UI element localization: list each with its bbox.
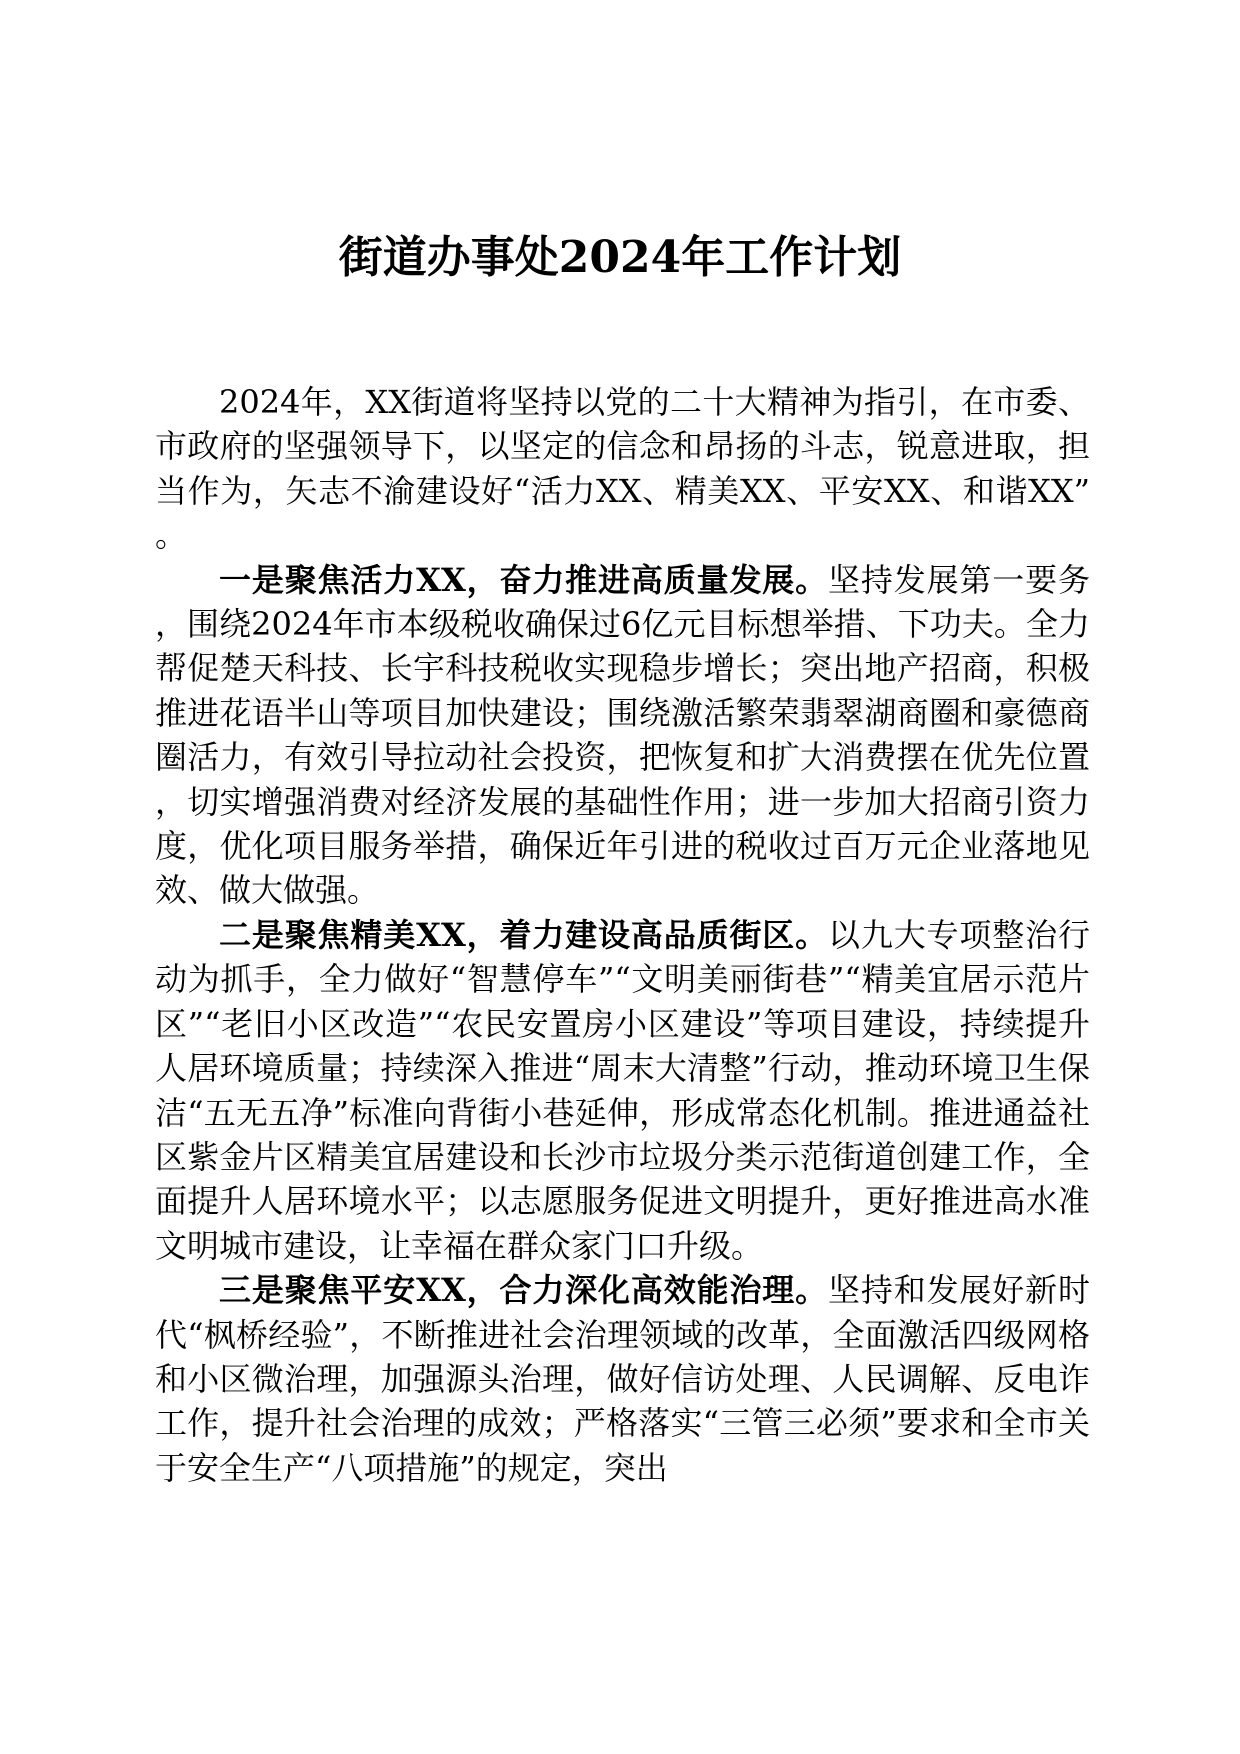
section-paragraph-3 <box>155 1268 1090 1490</box>
section-paragraph-2 <box>155 913 1090 1268</box>
document-title: 街道办事处2024年工作计划 <box>338 232 902 283</box>
section-3-text: 坚持和发展好新时代“枫桥经验”，不断推进社会治理领域的改革，全面激活四级网格和小区微治理，加强源头治理，做好信访处理、人民调解、反电诈工作，提升社会治理的成效；严格落实“三管三必须”要求和全市关于安全生产“八项措施”的规定，突出 <box>155 1271 1090 1487</box>
section-3-lead: 三是聚焦平安XX，合力深化高效能治理。 <box>219 1271 829 1310</box>
section-2-lead: 二是聚焦精美XX，着力建设高品质街区。 <box>219 915 829 954</box>
section-1-text: 坚持发展第一要务，围绕2024年市本级税收确保过6亿元目标想举措、下功夫。全力帮促楚天科技、长宇科技税收实现稳步增长；突出地产招商，积极推进花语半山等项目加快建设；围绕激活繁荣翡翠湖商圈和豪德商圈活力，有效引导拉动社会投资，把恢复和扩大消费摆在优先位置，切实增强消费对经济发展的基础性作用；进一步加大招商引资力度，优化项目服务举措，确保近年引进的税收过百万元企业落地见效、做大做强。 <box>155 560 1090 910</box>
document-body <box>155 380 1090 1490</box>
section-2-text: 以九大专项整治行动为抓手，全力做好“智慧停车”“文明美丽街巷”“精美宜居示范片区”“老旧小区改造”“农民安置房小区建设”等项目建设，持续提升人居环境质量；持续深入推进“周末大清整”行动，推动环境卫生保洁“五无五净”标准向背街小巷延伸，形成常态化机制。推进通益社区紫金片区精美宜居建设和长沙市垃圾分类示范街道创建工作，全面提升人居环境水平；以志愿服务促进文明提升，更好推进高水准文明城市建设，让幸福在群众家门口升级。 <box>155 915 1090 1265</box>
section-paragraph-1 <box>155 558 1090 913</box>
section-1-lead: 一是聚焦活力XX，奋力推进高质量发展。 <box>219 560 829 599</box>
intro-paragraph: 2024年，XX街道将坚持以党的二十大精神为指引，在市委、市政府的坚强领导下，以坚定的信念和昂扬的斗志，锐意进取，担当作为，矢志不渝建设好“活力XX、精美XX、平安XX、和谐XX”。 <box>155 383 1090 555</box>
